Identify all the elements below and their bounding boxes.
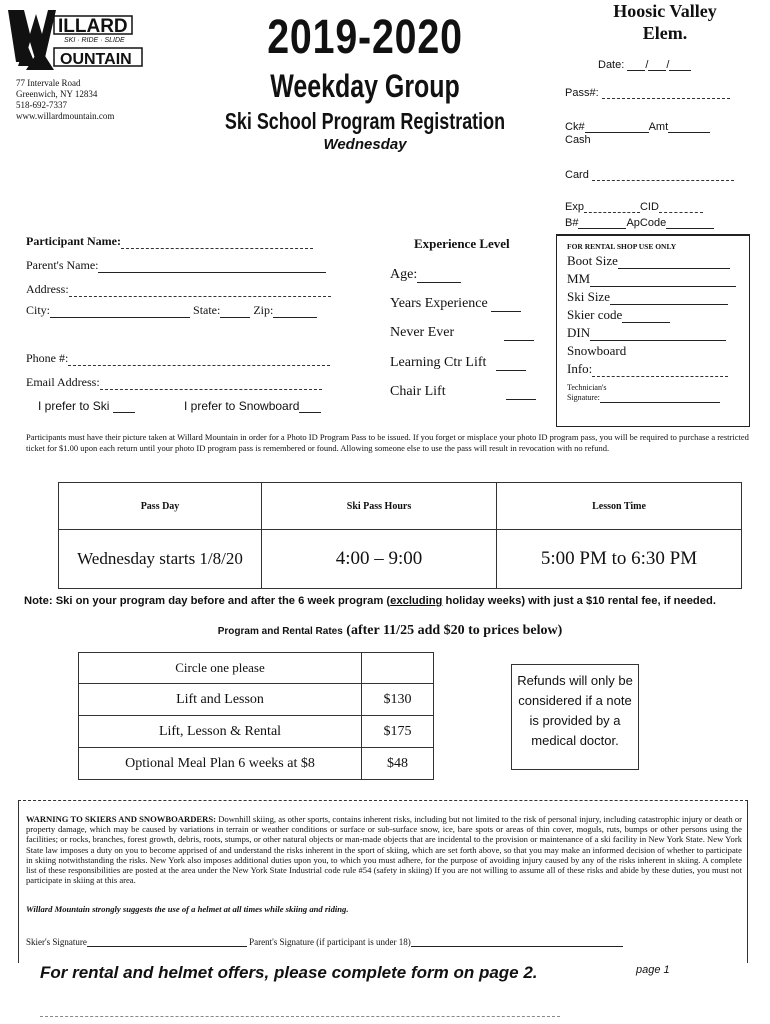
org-website: www.willardmountain.com [16, 111, 115, 121]
address-field[interactable] [26, 282, 331, 297]
ski-size-field[interactable] [567, 289, 749, 305]
rates-heading [150, 621, 630, 639]
chair-lift-label: Chair Lift [390, 384, 446, 399]
info-label: Info: [567, 361, 593, 376]
email-field[interactable] [26, 375, 322, 390]
participant-name-label: Participant Name: [26, 234, 121, 248]
rates-header-row [79, 653, 434, 684]
din-field[interactable] [567, 325, 749, 341]
info-field[interactable] [567, 361, 749, 377]
signature-row[interactable] [26, 937, 742, 947]
lesson-time-value: 5:00 PM to 6:30 PM [497, 530, 742, 589]
exp-cid-field[interactable] [565, 198, 703, 213]
rates-heading-note: (after 11/25 add $20 to prices below) [342, 623, 563, 638]
parent-name-field[interactable] [26, 258, 326, 273]
snowboard-label: Snowboard [567, 343, 627, 358]
phone-field[interactable] [26, 351, 330, 366]
learning-lift-field[interactable] [390, 355, 526, 371]
rental-shop-box [556, 234, 750, 427]
rate-item: Lift, Lesson & Rental [79, 716, 362, 748]
address-line2: Greenwich, NY 12834 [16, 89, 98, 99]
table-row[interactable] [79, 748, 434, 780]
rental-shop-heading: FOR RENTAL SHOP USE ONLY [567, 242, 677, 251]
pass-schedule-table [58, 482, 742, 589]
years-label: Years Experience [390, 296, 488, 311]
parent-signature-label: Parent's Signature (if participant is under 18) [249, 937, 411, 947]
pass-day-value: Wednesday starts 1/8/20 [59, 530, 262, 589]
warning-lead: WARNING TO SKIERS AND SNOWBOARDERS: [26, 814, 216, 824]
b-apcode-field[interactable] [565, 214, 714, 229]
divider [40, 1016, 560, 1017]
pass-day-header: Pass Day [59, 483, 262, 530]
address-label: Address: [26, 282, 69, 296]
table-row [59, 530, 742, 589]
circle-one-header: Circle one please [79, 653, 362, 684]
title-weekday-group: Weekday Group [270, 68, 460, 104]
boot-size-field[interactable] [567, 253, 749, 269]
school-line2: Elem. [642, 23, 688, 43]
school-name [570, 0, 760, 44]
pass-number-field[interactable] [565, 84, 730, 99]
never-ever-field[interactable] [390, 325, 534, 341]
email-label: Email Address: [26, 375, 100, 389]
city-label: City: [26, 303, 51, 317]
ski-pass-hours-header: Ski Pass Hours [262, 483, 497, 530]
program-note [24, 595, 754, 607]
state-label: State: [193, 303, 221, 317]
prefer-ski-field[interactable] [38, 398, 135, 413]
city-state-zip-field[interactable] [26, 303, 317, 318]
experience-heading: Experience Level [414, 236, 510, 251]
technician-label: Technician's [567, 383, 607, 392]
amt-label: Amt [648, 121, 669, 133]
rate-price: $130 [362, 684, 434, 716]
logo-top-text: ILLARD [58, 16, 128, 37]
logo-bottom-text: OUNTAIN [60, 51, 132, 68]
cid-label: CID [639, 201, 659, 213]
boot-size-label: Boot Size [567, 253, 618, 268]
rate-price: $48 [362, 748, 434, 780]
helmet-advisory: Willard Mountain strongly suggests the use of a helmet at all times while skiing and riding. [26, 904, 349, 914]
participant-name-field[interactable] [26, 234, 313, 249]
phone-label: Phone #: [26, 351, 69, 365]
lesson-time-header: Lesson Time [497, 483, 742, 530]
pass-table-header-row [59, 483, 742, 530]
card-field[interactable] [565, 166, 734, 181]
refund-notice: Refunds will only be considered if a note is provided by a medical doctor. [511, 664, 639, 770]
note-text-end: holiday weeks) with just a $10 rental fee, if needed. [442, 595, 716, 607]
pass-label: Pass#: [565, 87, 599, 99]
rates-heading-label: Program and Rental Rates [217, 626, 343, 637]
years-experience-field[interactable] [390, 296, 521, 312]
org-contact [16, 78, 114, 122]
skier-code-field[interactable] [567, 307, 749, 323]
rate-item: Optional Meal Plan 6 weeks at $8 [79, 748, 362, 780]
never-ever-label: Never Ever [390, 325, 455, 340]
school-line1: Hoosic Valley [613, 1, 717, 21]
cash-label: Cash [565, 134, 591, 146]
skier-signature-label: Skier's Signature [26, 937, 87, 947]
learning-lift-label: Learning Ctr Lift [390, 355, 487, 370]
season-year: 2019-2020 [267, 11, 463, 64]
din-label: DIN [567, 325, 591, 340]
signature-label: Signature: [567, 393, 600, 402]
willard-mountain-logo [6, 4, 144, 76]
skier-code-label: Skier code [567, 307, 623, 322]
ski-pass-hours-value: 4:00 – 9:00 [262, 530, 497, 589]
date-label: Date: [598, 59, 625, 71]
chair-lift-field[interactable] [390, 384, 536, 400]
note-excluding: excluding [390, 595, 443, 607]
age-field[interactable] [390, 267, 461, 283]
note-text-start: Note: Ski on your program day before and after the 6 week program ( [24, 595, 391, 607]
prefer-ski-label: I prefer to Ski [38, 399, 110, 413]
logo-tagline: SKI · RIDE · SLIDE [64, 37, 125, 44]
date-field[interactable]: Date: / / [598, 56, 691, 71]
apcode-label: ApCode [626, 217, 667, 229]
title-day: Wednesday [323, 136, 407, 153]
address-line1: 77 Intervale Road [16, 78, 81, 88]
parent-name-label: Parent's Name: [26, 258, 99, 272]
ck-label: Ck# [565, 121, 585, 133]
prefer-snowboard-field[interactable] [184, 398, 321, 413]
b-label: B# [565, 217, 579, 229]
check-field[interactable] [565, 118, 710, 133]
mm-field[interactable] [567, 271, 749, 287]
age-label: Age: [390, 267, 418, 282]
page-number: page 1 [636, 964, 670, 976]
org-phone: 518-692-7337 [16, 100, 67, 110]
photo-id-notice: Participants must have their picture taken at Willard Mountain in order for a Photo ID Program Pass to be issued. If you forget or misplace your photo ID program pass, you will be required to purchase a restricted ticket for $1.00 upon each return until your photo ID program pass is remembered or found. Allowing someone else to use the pass will result in revocation with no refund. [26, 432, 749, 453]
zip-label: Zip: [253, 303, 274, 317]
footer-rental-note: For rental and helmet offers, please complete form on page 2. [40, 963, 538, 982]
table-row[interactable] [79, 716, 434, 748]
rate-item: Lift and Lesson [79, 684, 362, 716]
prefer-snowboard-label: I prefer to Snowboard [184, 399, 300, 413]
ski-size-label: Ski Size [567, 289, 610, 304]
card-label: Card [565, 169, 589, 181]
rates-table [78, 652, 434, 780]
mm-label: MM [567, 271, 591, 286]
exp-label: Exp [565, 201, 584, 213]
warning-text [26, 814, 742, 885]
table-row[interactable] [79, 684, 434, 716]
warning-body: Downhill skiing, as other sports, contains inherent risks, including but not limited to the risk of personal injury, including catastrophic injury or death or property damage, which may be caused by variations in terrain or weather conditions or surface or sub-surface snow, ice, bare spots or areas of thin cover, moguls, ruts, bumps or other persons using the facilities; or rocks, branches, forest growth, debris, roots, stumps, or other natural objects or man-made objects that are incidental to the provision or maintenance of a ski facility in New York State. New York State law imposes a duty on you to become apprised of and understand the risks inherent in the sport of skiing, which are set forth above, so that you may make an informed decision of whether to participate in skiing notwithstanding the risks. New York also imposes additional duties upon you, to which you must adhere, for the purpose of avoiding injury caused by any of the risks inherent in skiing. A complete list of these responsibilities are posted at the area under the New York State Industrial code rule #54 (safety in skiing) If you are not willing to assume all of these risks and abide by these duties, you must not participate in skiing at this area. [26, 814, 743, 886]
technician-signature-field[interactable] [567, 383, 749, 403]
price-header-cell [362, 653, 434, 684]
title-program: Ski School Program Registration [224, 108, 506, 134]
rate-price: $175 [362, 716, 434, 748]
